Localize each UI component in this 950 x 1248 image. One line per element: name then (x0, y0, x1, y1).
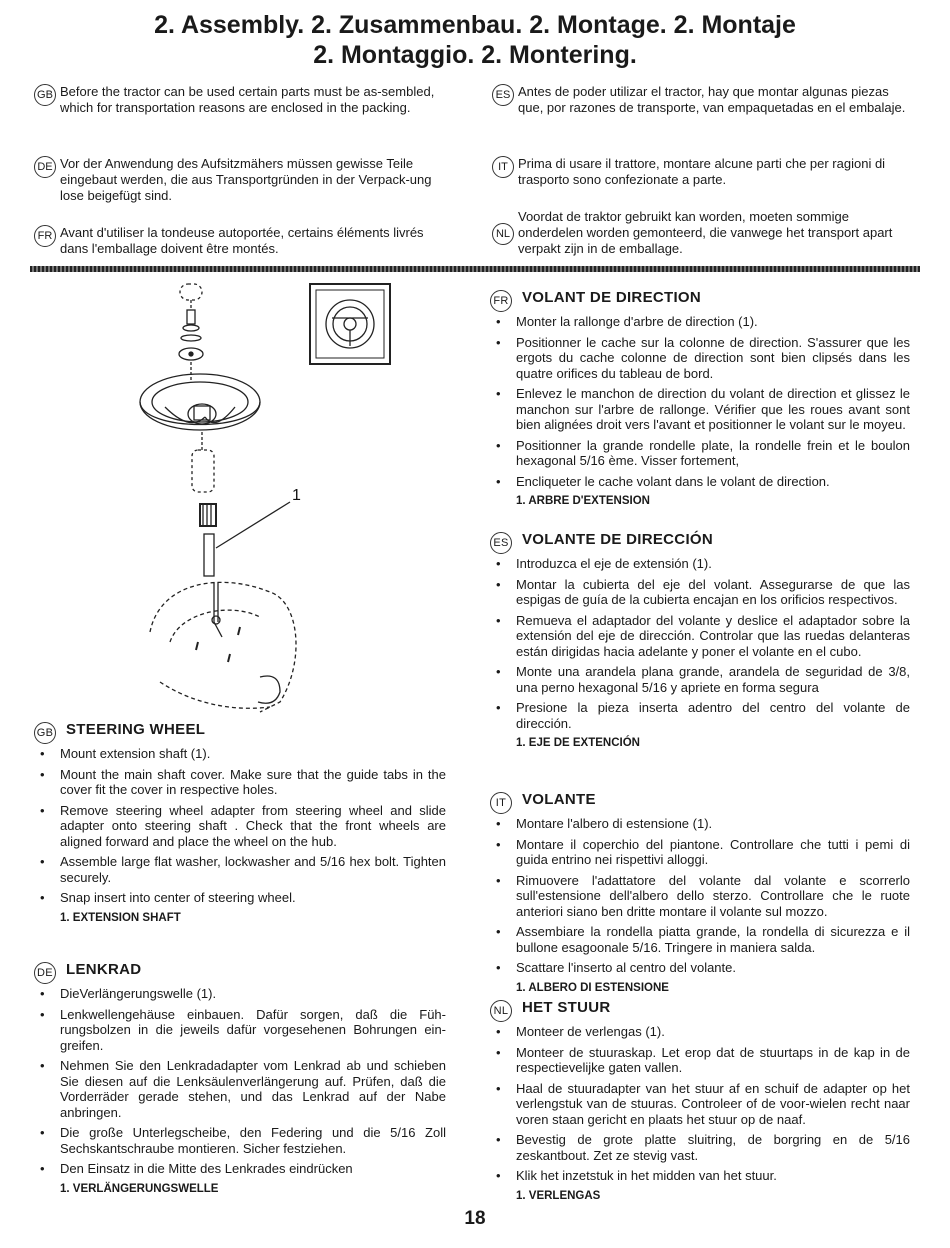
intro-nl-text: Voordat de traktor gebruikt kan worden, moeten sommige onderdelen worden gemonteerd, die vanwege het transport apart verpakt zijn in de emballage. (518, 209, 893, 256)
list-item: • Den Einsatz in die Mitte des Lenkrades eindrücken (34, 1161, 446, 1177)
list-item: • Montar la cubierta del eje del volant. Assegurarse de que las espigas de guía de la cubierta encajan en los orificios respectivos. (490, 577, 910, 608)
intro-de (34, 156, 450, 204)
list-item: • Remove steering wheel adapter from steering wheel and slide adapter onto steering shaft . Check that the front wheels are aligned forward and place the wheel on the hub. (34, 803, 446, 850)
lang-badge-de: DE (34, 156, 56, 178)
figure-caption: 1. EJE DE EXTENCIÓN (516, 737, 640, 749)
list-item: • Haal de stuuradapter van het stuur af en schuif de adapter op het verlengstuk van de stuuras. Controleer of de voor-wielen recht naar voren staan gericht en plaats het stuur op de naaf. (490, 1081, 910, 1128)
intro-nl (492, 209, 910, 257)
section-fr (490, 290, 910, 510)
section-de (34, 962, 446, 1197)
list-item: • Monter la rallonge d'arbre de direction (1). (490, 314, 910, 330)
list-item: • DieVerlängerungswelle (1). (34, 986, 446, 1002)
section-nl (490, 1000, 910, 1204)
figure-caption: 1. ARBRE D'EXTENSION (516, 495, 650, 507)
section-es-list (490, 556, 910, 731)
list-item: • Monteer de verlengas (1). (490, 1024, 910, 1040)
section-it-heading (490, 792, 910, 814)
list-item: • Montare l'albero di estensione (1). (490, 816, 910, 832)
section-divider (30, 266, 920, 272)
volante-heading: VOLANTE (522, 791, 596, 808)
list-item: • Scattare l'inserto al centro del volante. (490, 960, 910, 976)
list-item: • Monteer de stuuraskap. Let erop dat de stuurtaps in de kap in de respectievelijke gaten vallen. (490, 1045, 910, 1076)
section-gb (34, 722, 446, 926)
list-item: • Snap insert into center of steering wheel. (34, 890, 446, 906)
volant-heading: VOLANT DE DIRECTION (522, 289, 702, 306)
lang-badge-es: ES (492, 84, 514, 106)
assembly-drawing (130, 282, 450, 722)
intro-fr-text: Avant d'utiliser la tondeuse autoportée, certains éléments livrés dans l'emballage doivent être montés. (60, 225, 424, 256)
intro-es-text: Antes de poder utilizar el tractor, hay que montar algunas piezas que, por razones de transporte, van empaquetadas en el embalaje. (518, 84, 906, 115)
intro-de-text: Vor der Anwendung des Aufsitzmähers müssen gewisse Teile eingebaut werden, die aus Transportgründen in der Verpack-ung lose beigefügt sind. (60, 156, 432, 203)
figure-callout-1: 1 (292, 487, 301, 504)
het-stuur-heading: HET STUUR (522, 999, 611, 1016)
list-item: • Bevestig de grote platte sluitring, de borgring en de 5/16 zeskantbout. Zet ze stevig vast. (490, 1132, 910, 1163)
steering-wheel-assembly-illustration (130, 282, 450, 722)
intro-gb-text: Before the tractor can be used certain parts must be as-sembled, which for transportation reasons are enclosed in the packing. (60, 84, 435, 115)
lenkrad-heading: LENKRAD (66, 961, 142, 978)
intro-es (492, 84, 910, 116)
title-line-1: 2. Assembly. 2. Zusammenbau. 2. Montage. 2. Montaje (154, 11, 796, 39)
inset-box (310, 284, 390, 364)
intro-it (492, 156, 910, 188)
section-fr-heading (490, 290, 910, 312)
lang-badge-it-section: IT (490, 792, 512, 814)
list-item: • Mount the main shaft cover. Make sure that the guide tabs in the cover fit the cover in respective holes. (34, 767, 446, 798)
list-item: • Die große Unterlegscheibe, den Federing und die 5/16 Zoll Sechskantschraube montieren. Sicher festziehen. (34, 1125, 446, 1156)
lang-badge-nl: NL (492, 223, 514, 245)
list-item: • Positionner la grande rondelle plate, la rondelle frein et le boulon hexagonal 5/16 ème. Visser fortement, (490, 438, 910, 469)
section-fr-list (490, 314, 910, 489)
lang-badge-fr-section: FR (490, 290, 512, 312)
list-item: • Positionner le cache sur la colonne de direction. S'assurer que les ergots du cache colonne de direction sont bien clipsés dans les quatre orifices du tableau de bord. (490, 335, 910, 382)
title-line-2: 2. Montaggio. 2. Montering. (313, 41, 637, 69)
section-de-list (34, 986, 446, 1177)
section-de-heading (34, 962, 446, 984)
section-it (490, 792, 910, 996)
figure-caption: 1. EXTENSION SHAFT (60, 911, 181, 924)
steering-wheel-heading: STEERING WHEEL (66, 721, 206, 738)
intro-fr (34, 225, 450, 257)
list-item: • Monte una arandela plana grande, arandela de seguridad de 3/8, una perno hexagonal 5/16 y apriete en forma segura (490, 664, 910, 695)
figure-caption: 1. VERLENGAS (516, 1189, 601, 1202)
list-item: • Lenkwellengehäuse einbauen. Dafür sorgen, daß die Füh-rungsbolzen in die jeweils dafür vorgesehenen Bohrungen ein- greifen. (34, 1007, 446, 1054)
lang-badge-it: IT (492, 156, 514, 178)
section-es (490, 532, 910, 752)
section-es-heading (490, 532, 910, 554)
figure-caption: 1. ALBERO DI ESTENSIONE (516, 981, 669, 994)
section-nl-list (490, 1024, 910, 1184)
page-title (0, 10, 950, 70)
list-item: • Assembiare la rondella piatta grande, la rondella di sicurezza e il bullone esagoonale 5/16. Tringere in maniera salda. (490, 924, 910, 955)
list-item: • Rimuovere l'adattatore del volante dal volante e scorrerlo sull'estensione dell'albero dello sterzo. Controllare che le ruote anteriori siano ben dritte montare il volante sul mozzo. (490, 873, 910, 920)
section-gb-list (34, 746, 446, 906)
lang-badge-nl-section: NL (490, 1000, 512, 1022)
list-item: • Enlevez le manchon de direction du volant de direction et glissez le manchon sur l'arbre de rallonge. Vérifier que les roues avant sont bien alignées droit vers l'avant et positionner le volant sur le moyeu. (490, 386, 910, 433)
list-item: • Nehmen Sie den Lenkradadapter vom Lenkrad ab und schieben Sie diesen auf die Lenksäulenverlängerung auf. Prüfen, daß die Vorderräder gerade stehen, und das Lenkrad auf der Nabe anbringen. (34, 1058, 446, 1120)
figure-caption: 1. VERLÄNGERUNGSWELLE (60, 1182, 219, 1195)
lang-badge-es-section: ES (490, 532, 512, 554)
list-item: • Klik het inzetstuk in het midden van het stuur. (490, 1168, 910, 1184)
list-item: • Presione la pieza inserta adentro del centro del volante de dirección. (490, 700, 910, 731)
section-it-list (490, 816, 910, 976)
lang-badge-gb-section: GB (34, 722, 56, 744)
list-item: • Encliqueter le cache volant dans le volant de direction. (490, 474, 910, 490)
lang-badge-gb: GB (34, 84, 56, 106)
list-item: • Mount extension shaft (1). (34, 746, 446, 762)
list-item: • Introduzca el eje de extensión (1). (490, 556, 910, 572)
section-nl-heading (490, 1000, 910, 1022)
list-item: • Assemble large flat washer, lockwasher and 5/16 hex bolt. Tighten securely. (34, 854, 446, 885)
lang-badge-de-section: DE (34, 962, 56, 984)
page-number: 18 (464, 1208, 486, 1229)
volante-direccion-heading: VOLANTE DE DIRECCIÓN (522, 531, 714, 548)
list-item: • Remueva el adaptador del volante y deslice el adaptador sobre la extensión del eje de dirección. Controlar que las ruedas delanteras están dirigidas hacia adelante y poner el volante en el cubo. (490, 613, 910, 660)
lang-badge-fr: FR (34, 225, 56, 247)
intro-it-text: Prima di usare il trattore, montare alcune parti che per ragioni di trasporto sono confezionate a parte. (518, 156, 886, 187)
section-gb-heading (34, 722, 446, 744)
list-item: • Montare il coperchio del piantone. Controllare che tutti i pemi di guida entrino nei rispettivi alloggi. (490, 837, 910, 868)
intro-gb (34, 84, 450, 116)
